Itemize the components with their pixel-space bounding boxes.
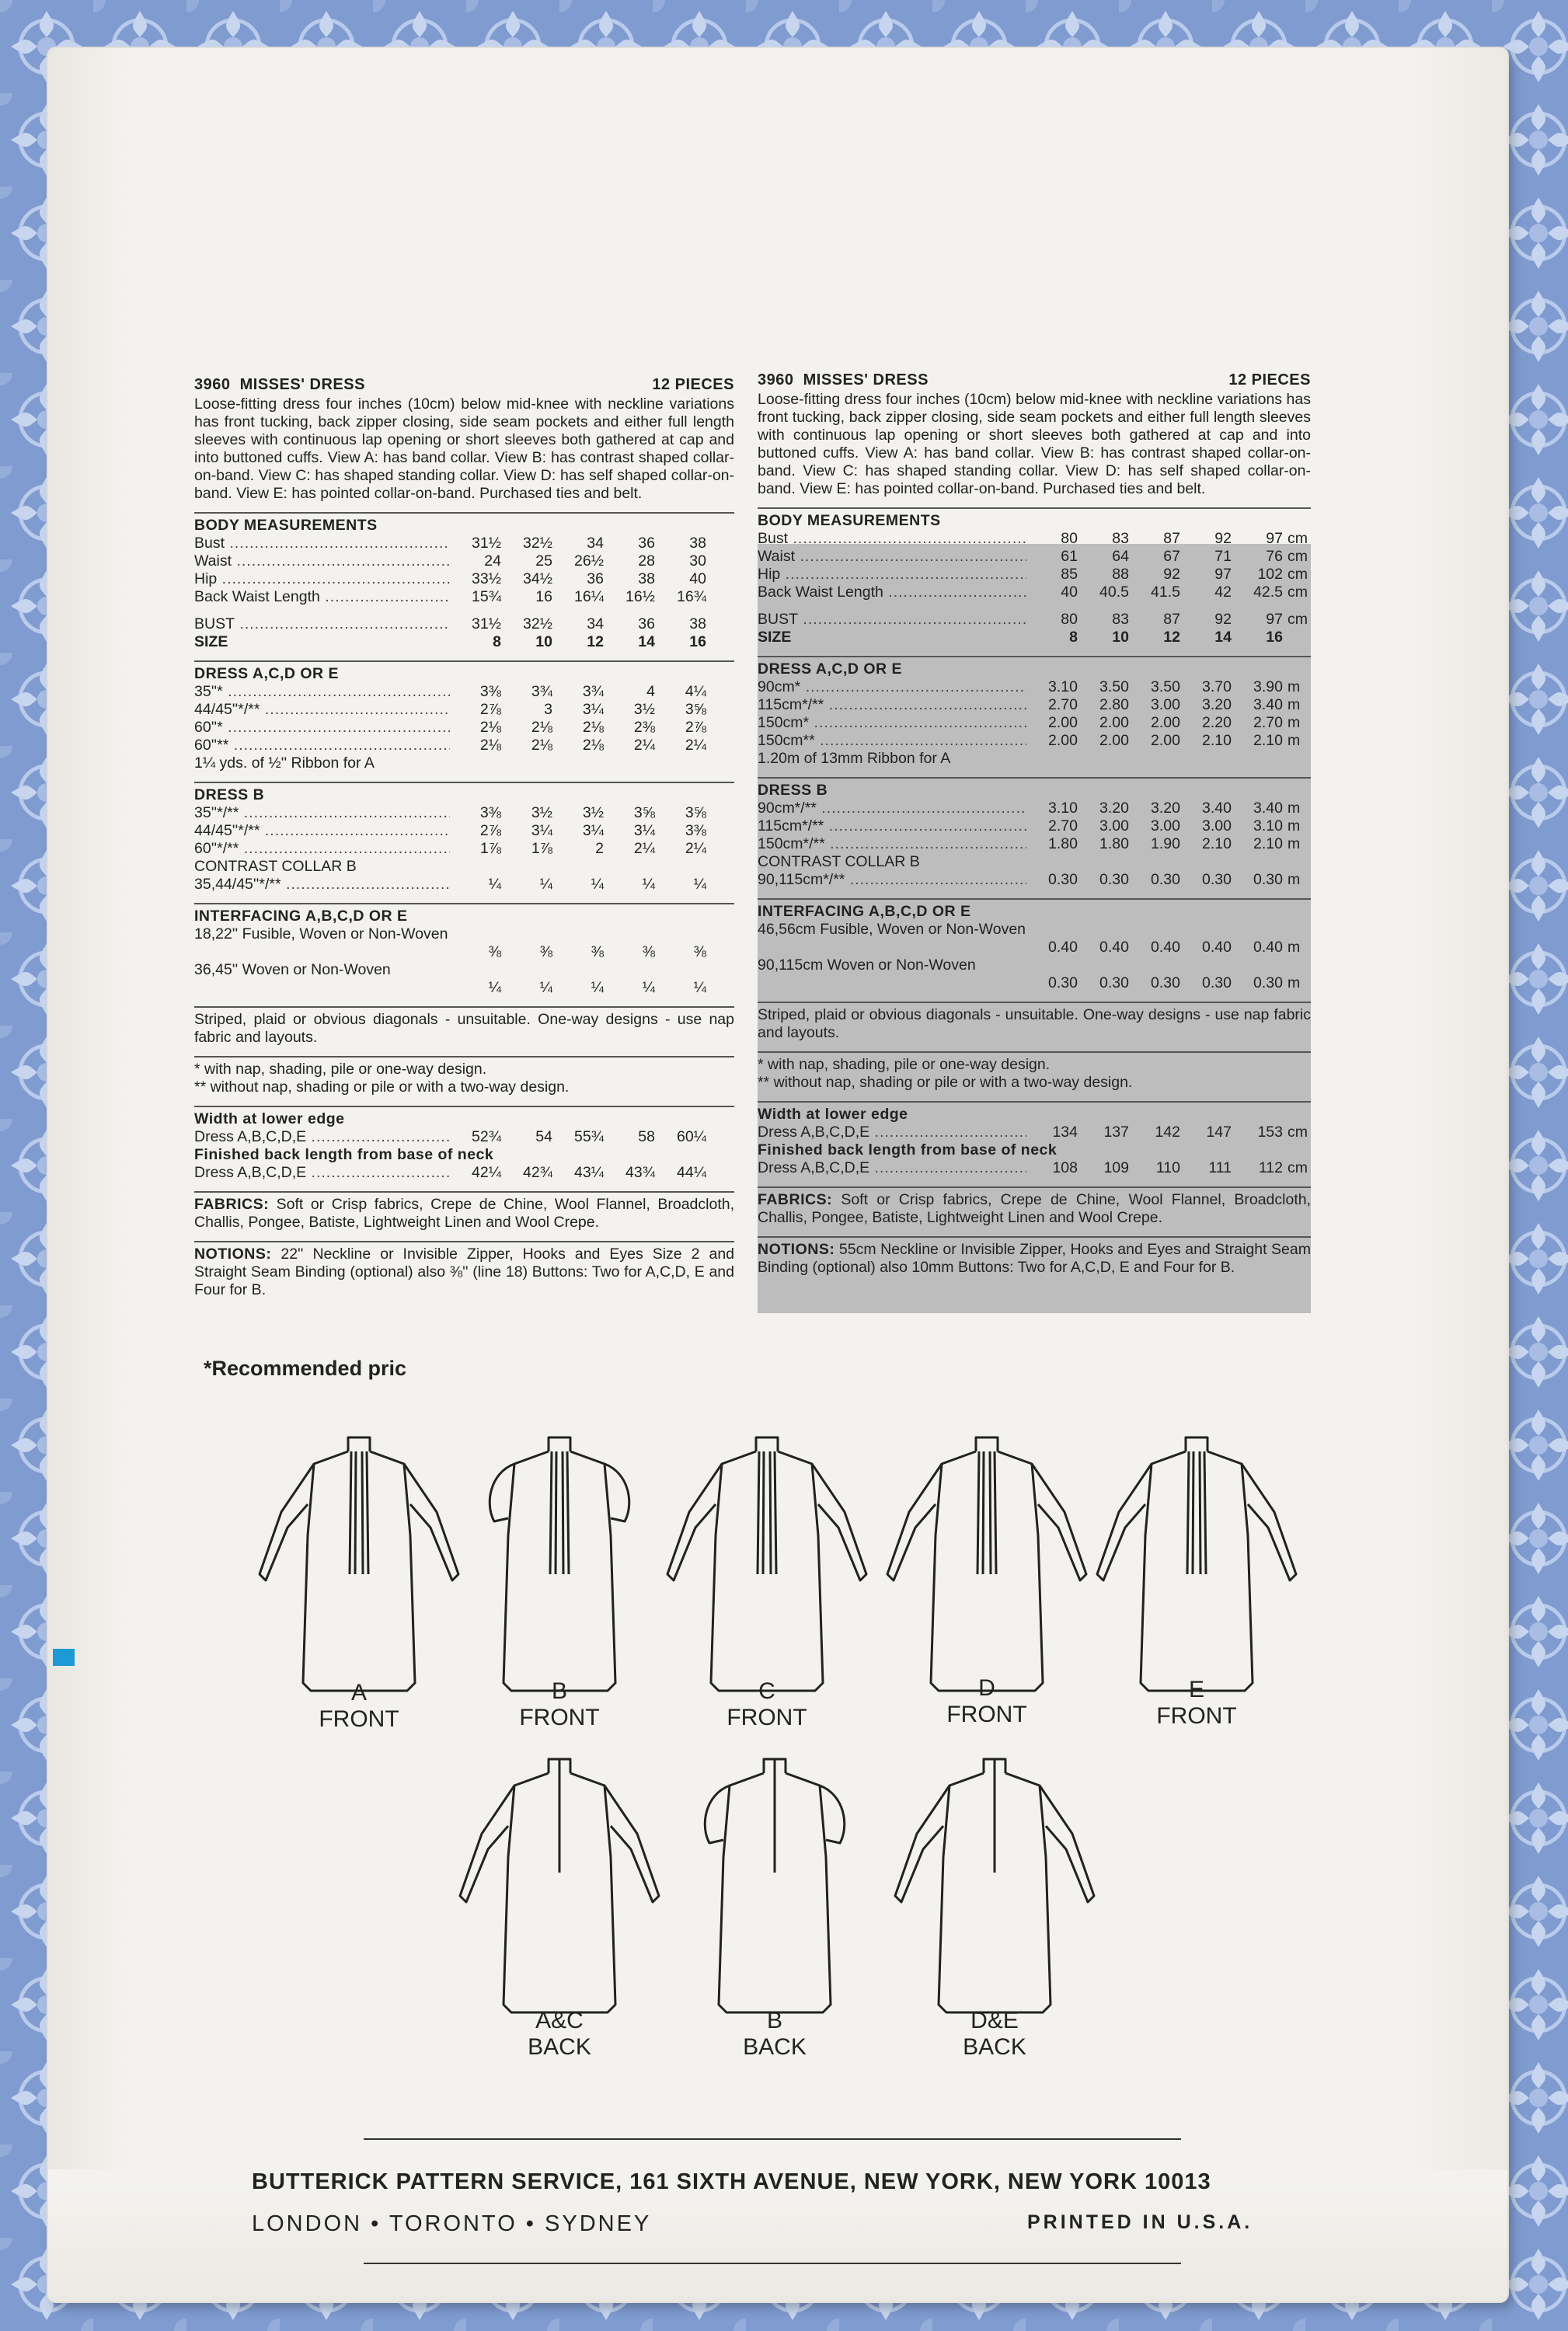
row-value: 3.10: [1048, 800, 1078, 817]
interfacing-label: 90,115cm Woven or Non-Woven: [758, 956, 976, 974]
view-a-front-drawing: [260, 1437, 458, 1691]
row-value: 1⅞: [479, 840, 501, 857]
row-value: 36: [638, 535, 655, 552]
row-value: 2⅛: [531, 719, 552, 736]
row-value: 0.40: [1099, 939, 1129, 956]
row-value: 0.30: [1202, 974, 1232, 991]
row-value: 2¼: [633, 737, 655, 754]
metric-notions: NOTIONS: 55cm Neckline or Invisible Zipper, Hooks and Eyes and Straight Seam Binding (optional) also 10mm Buttons: Two for A,C,D, E and Four for B.: [758, 1236, 1311, 1277]
row-value: 0.40: [1202, 939, 1232, 956]
metric-unsuitable-note: Striped, plaid or obvious diagonals - unsuitable. One-way designs - use nap fabric and layouts.: [758, 1002, 1311, 1042]
row-unit: m: [1288, 974, 1301, 991]
row-value: 97: [1266, 530, 1283, 547]
row-unit: m: [1288, 696, 1301, 713]
row-value: 2.70: [1048, 817, 1078, 834]
row-value: 14: [638, 633, 655, 650]
row-value: 3: [544, 701, 552, 718]
row-value: ¼: [591, 876, 604, 893]
row-value: 0.40: [1048, 939, 1078, 956]
row-value: 102: [1257, 566, 1283, 583]
row-value: 16: [535, 588, 552, 605]
view-ac-back-label: A&C BACK: [528, 2008, 591, 2060]
view-b-back-label: B BACK: [743, 2008, 807, 2060]
view-de-back-label: D&E BACK: [963, 2008, 1026, 2060]
row-value: 2⅜: [633, 719, 655, 736]
row-unit: m: [1288, 714, 1301, 731]
row-value: 30: [689, 552, 706, 570]
row-value: 15¾: [472, 588, 501, 605]
row-unit: m: [1288, 835, 1301, 852]
row-value: 0.40: [1253, 939, 1283, 956]
row-value: 2.70: [1253, 714, 1283, 731]
row-value: 3.20: [1151, 800, 1180, 817]
row-value: 0.30: [1048, 974, 1078, 991]
row-value: 108: [1052, 1159, 1078, 1176]
row-value: 3.90: [1253, 678, 1283, 695]
row-label: 60''* .....: [194, 719, 450, 737]
row-value: 3½: [531, 804, 552, 821]
row-value: 3.50: [1099, 678, 1129, 695]
row-value: 3¾: [582, 683, 604, 700]
row-label: Dress A,B,C,D,E .....: [758, 1159, 1026, 1177]
imperial-description: Loose-fitting dress four inches (10cm) below mid-knee with neckline variations has front tucking, back zipper closing, side seam pockets and either full length sleeves with continuous lap opening or short sleeves both gathered at cap and into buttoned cuffs. View A: has band collar. View B: has contrast shaped collar-on-band. View C: has shaped standing collar. View D: has self shaped collar-on-band. View E: has pointed collar-on-band. Purchased ties and belt.: [194, 395, 734, 502]
row-value: 36: [587, 570, 604, 587]
row-label: 60''** .....: [194, 737, 450, 754]
row-value: 2¼: [685, 737, 706, 754]
row-value: 87: [1163, 611, 1180, 628]
row-value: 2.00: [1151, 714, 1180, 731]
row-value: 0.30: [1048, 871, 1078, 888]
metric-header: 3960 MISSES' DRESS 12 PIECES: [758, 371, 1311, 388]
row-value: ¼: [539, 876, 552, 893]
row-value: 0.30: [1099, 871, 1129, 888]
row-label: SIZE: [194, 633, 228, 650]
metric-dress-b: DRESS B 90cm*/** ..... 3.10 3.20 3.20 3.40 3.40 m 115cm*/** ..... 2.70 3.00 3.00 3.00 3.10 m 150cm*/** ..... 1.80 1.80 1.90 2.10 2.10 m CONTRAST COLLAR B 90,115cm*/** ..... 0.30 0.30 0.30 0.30 0.30 m: [758, 777, 1311, 889]
row-value: 3.00: [1202, 817, 1232, 834]
row-value: 2: [595, 840, 604, 857]
row-value: 71: [1214, 548, 1232, 565]
view-d-front-drawing: [887, 1437, 1086, 1691]
row-unit: cm: [1288, 566, 1308, 583]
row-value: 3.50: [1151, 678, 1180, 695]
row-unit: cm: [1288, 611, 1308, 628]
metric-widths: Width at lower edge Dress A,B,C,D,E ..... 134 137 142 147 153 cm Finished back length from base of neck Dress A,B,C,D,E ..... 108 109 110 111 112 cm: [758, 1101, 1311, 1177]
row-label: 35,44/45''*/** .....: [194, 876, 450, 894]
row-value: 34: [587, 615, 604, 632]
row-value: 85: [1061, 566, 1078, 583]
row-value: 3⅝: [685, 804, 706, 821]
row-value: 109: [1103, 1159, 1129, 1176]
view-c-front-drawing: [667, 1437, 866, 1691]
row-value: 3¼: [633, 822, 655, 839]
row-value: 2.10: [1253, 732, 1283, 749]
row-value: ¼: [539, 979, 552, 996]
row-value: 3.20: [1202, 696, 1232, 713]
row-value: 1.80: [1099, 835, 1129, 852]
imperial-interfacing: INTERFACING A,B,C,D OR E 18,22'' Fusible, Woven or Non-Woven ⅜ ⅜ ⅜ ⅜ ⅜ 36,45'' Woven or Non-Woven ¼ ¼ ¼ ¼ ¼: [194, 903, 734, 997]
row-value: 2.20: [1202, 714, 1232, 731]
row-unit: cm: [1288, 1124, 1308, 1141]
row-value: 97: [1266, 611, 1283, 628]
row-value: ¼: [693, 876, 706, 893]
row-value: 80: [1061, 530, 1078, 547]
row-value: 0.30: [1253, 871, 1283, 888]
row-value: 42¾: [523, 1164, 552, 1181]
row-value: 16¼: [574, 588, 604, 605]
publisher-address: BUTTERICK PATTERN SERVICE, 161 SIXTH AVENUE, NEW YORK, NEW YORK 10013: [252, 2169, 1211, 2194]
row-value: 3⅜: [479, 683, 501, 700]
row-value: 1.90: [1151, 835, 1180, 852]
row-value: 3⅜: [685, 822, 706, 839]
row-label: BUST .....: [194, 615, 450, 633]
row-value: 92: [1163, 566, 1180, 583]
row-label: 115cm*/** .....: [758, 817, 1026, 835]
row-value: 3.40: [1253, 696, 1283, 713]
row-value: 3.40: [1202, 800, 1232, 817]
view-de-back-drawing: [895, 1759, 1094, 2012]
row-value: 43¾: [625, 1164, 655, 1181]
row-value: 12: [1163, 629, 1180, 646]
row-value: 16¾: [677, 588, 706, 605]
footer-rule-top: [364, 2138, 1181, 2140]
row-value: 0.30: [1151, 871, 1180, 888]
row-label: Waist .....: [194, 552, 450, 570]
row-value: 4: [646, 683, 655, 700]
view-b-front-drawing: [490, 1437, 629, 1691]
row-value: ¼: [642, 876, 655, 893]
imperial-widths: Width at lower edge Dress A,B,C,D,E ..... 52¾ 54 55¾ 58 60¼ Finished back length from base of neck Dress A,B,C,D,E ..... 42¼ 42¾ 43¼ 43¾ 44¼: [194, 1106, 734, 1182]
row-value: 2.00: [1048, 714, 1078, 731]
row-value: 97: [1214, 566, 1232, 583]
row-value: ⅜: [693, 943, 706, 960]
row-unit: m: [1288, 678, 1301, 695]
row-value: 2¼: [685, 840, 706, 857]
row-value: 3½: [582, 804, 604, 821]
row-label: 150cm** .....: [758, 732, 1026, 750]
interfacing-label: 46,56cm Fusible, Woven or Non-Woven: [758, 921, 1026, 938]
row-value: 0.30: [1099, 974, 1129, 991]
row-value: 3½: [633, 701, 655, 718]
row-value: 12: [587, 633, 604, 650]
row-value: 1⅞: [531, 840, 552, 857]
view-d-front-label: D FRONT: [946, 1675, 1027, 1727]
imperial-fabrics: FABRICS: Soft or Crisp fabrics, Crepe de Chine, Wool Flannel, Broadcloth, Challis, Pongee, Batiste, Lightweight Linen and Wool Crepe.: [194, 1191, 734, 1232]
row-value: 2¼: [633, 840, 655, 857]
row-value: 3.00: [1099, 817, 1129, 834]
row-value: 24: [484, 552, 501, 570]
row-value: 34: [587, 535, 604, 552]
row-value: 64: [1112, 548, 1129, 565]
view-ac-back-drawing: [460, 1759, 659, 2012]
row-value: 3.10: [1253, 817, 1283, 834]
row-value: 38: [689, 615, 706, 632]
row-value: 137: [1103, 1124, 1129, 1141]
row-value: 34½: [523, 570, 552, 587]
row-value: 2⅞: [479, 822, 501, 839]
imperial-nap-notes: * with nap, shading, pile or one-way design. ** without nap, shading or pile or with a two-way design.: [194, 1056, 734, 1096]
row-value: 31½: [472, 535, 501, 552]
row-unit: cm: [1288, 584, 1308, 601]
row-value: 25: [535, 552, 552, 570]
row-value: 2⅛: [582, 719, 604, 736]
imperial-unsuitable-note: Striped, plaid or obvious diagonals - unsuitable. One-way designs - use nap fabric and layouts.: [194, 1006, 734, 1047]
row-value: 2.00: [1151, 732, 1180, 749]
row-unit: cm: [1288, 548, 1308, 565]
row-value: 36: [638, 615, 655, 632]
row-value: 10: [535, 633, 552, 650]
row-value: 3.10: [1048, 678, 1078, 695]
row-label: Back Waist Length .....: [194, 588, 450, 606]
row-label: Waist .....: [758, 548, 1026, 566]
row-value: 2.10: [1253, 835, 1283, 852]
row-value: 32½: [523, 535, 552, 552]
view-b-back-drawing: [705, 1759, 844, 2012]
row-label: 35''* .....: [194, 683, 450, 701]
footer-rule-bottom: [364, 2263, 1181, 2264]
row-label: Back Waist Length .....: [758, 584, 1026, 601]
row-value: 83: [1112, 611, 1129, 628]
row-value: ¼: [488, 979, 501, 996]
view-e-front-drawing: [1097, 1437, 1296, 1691]
row-value: 111: [1208, 1159, 1232, 1176]
publisher-cities: LONDON • TORONTO • SYDNEY: [252, 2211, 652, 2236]
row-label: 60''*/** .....: [194, 840, 450, 858]
row-value: 3¼: [582, 701, 604, 718]
row-value: 0.30: [1151, 974, 1180, 991]
row-value: 42¼: [472, 1164, 501, 1181]
row-value: 33½: [472, 570, 501, 587]
row-value: 110: [1155, 1159, 1180, 1176]
row-value: 0.40: [1151, 939, 1180, 956]
row-value: 52¾: [472, 1128, 501, 1145]
row-label: 90cm*/** .....: [758, 800, 1026, 817]
row-value: 16½: [625, 588, 655, 605]
row-value: 0.30: [1202, 871, 1232, 888]
row-value: 10: [1112, 629, 1129, 646]
row-value: 3.70: [1202, 678, 1232, 695]
row-unit: m: [1288, 800, 1301, 817]
imperial-dress-acde: DRESS A,C,D OR E 35''* ..... 3⅜ 3¾ 3¾ 4 4¼ 44/45''*/** ..... 2⅞ 3 3¼ 3½ 3⅝ 60''* ..... 2⅛ 2⅛ 2⅛ 2⅜ 2⅞ 60''** ..... 2⅛ 2⅛ 2⅛ 2¼ 2¼ 1¼ yds. of ½'' Ribbon for A: [194, 660, 734, 772]
row-value: 14: [1214, 629, 1232, 646]
row-value: 54: [535, 1128, 552, 1145]
row-value: 3¼: [531, 822, 552, 839]
row-value: ⅜: [539, 943, 552, 960]
metric-nap-notes: * with nap, shading, pile or one-way design. ** without nap, shading or pile or with a two-way design.: [758, 1051, 1311, 1092]
row-label: Hip .....: [194, 570, 450, 588]
row-value: 42: [1214, 584, 1232, 601]
row-value: 3¼: [582, 822, 604, 839]
row-value: ¼: [642, 979, 655, 996]
row-value: ⅜: [591, 943, 604, 960]
row-value: 3⅜: [479, 804, 501, 821]
metric-fabrics: FABRICS: Soft or Crisp fabrics, Crepe de Chine, Wool Flannel, Broadcloth, Challis, Pongee, Batiste, Lightweight Linen and Wool Crepe.: [758, 1186, 1311, 1227]
metric-dress-acde: DRESS A,C,D OR E 90cm* ..... 3.10 3.50 3.50 3.70 3.90 m 115cm*/** ..... 2.70 2.80 3.00 3.20 3.40 m 150cm* ..... 2.00 2.00 2.00 2.20 2.70 m 150cm** ..... 2.00 2.00 2.00 2.10 2.10 m 1.20m of 13mm Ribbon for A: [758, 656, 1311, 768]
row-label: 44/45''*/** .....: [194, 701, 450, 719]
interfacing-label: 18,22'' Fusible, Woven or Non-Woven: [194, 925, 448, 943]
row-value: 3⅝: [633, 804, 655, 821]
view-e-front-label: E FRONT: [1156, 1677, 1237, 1729]
row-value: 2⅞: [479, 701, 501, 718]
row-value: 38: [638, 570, 655, 587]
row-value: 61: [1061, 548, 1078, 565]
row-value: 88: [1112, 566, 1129, 583]
row-value: 40: [1061, 584, 1078, 601]
row-value: 147: [1206, 1124, 1232, 1141]
row-label: Dress A,B,C,D,E .....: [194, 1164, 450, 1182]
view-a-front-label: A FRONT: [319, 1680, 399, 1732]
row-value: 80: [1061, 611, 1078, 628]
imperial-header: 3960 MISSES' DRESS 12 PIECES: [194, 376, 734, 393]
row-label: Bust .....: [194, 535, 450, 552]
metric-body-measurements: BODY MEASUREMENTS Bust ..... 80 83 87 92 97 cm Waist ..... 61 64 67 71 76 cm Hip ..... 85 88 92 97 102 cm Back Waist Length ..... 40 40.5 41.5 42 42.5 cm BUST ..... 80 83 87 92 97 cm SIZE 8 10 12 14 16: [758, 507, 1311, 646]
row-unit: m: [1288, 817, 1301, 834]
row-value: 83: [1112, 530, 1129, 547]
row-value: 2.10: [1202, 732, 1232, 749]
row-value: 2.00: [1048, 732, 1078, 749]
row-value: 16: [1266, 629, 1283, 646]
view-b-front-label: B FRONT: [519, 1678, 600, 1730]
row-value: 41.5: [1151, 584, 1180, 601]
row-value: ⅜: [488, 943, 501, 960]
metric-interfacing: INTERFACING A,B,C,D OR E 46,56cm Fusible, Woven or Non-Woven 0.40 0.40 0.40 0.40 0.40 m 90,115cm Woven or Non-Woven 0.30 0.30 0.30 0.30 0.30 m: [758, 898, 1311, 992]
row-unit: m: [1288, 939, 1301, 956]
row-value: 87: [1163, 530, 1180, 547]
row-value: 2⅛: [479, 719, 501, 736]
printed-in-usa: PRINTED IN U.S.A.: [1027, 2211, 1253, 2233]
row-label: SIZE: [758, 629, 792, 646]
row-value: 2.70: [1048, 696, 1078, 713]
row-value: 67: [1163, 548, 1180, 565]
row-value: 2⅛: [531, 737, 552, 754]
row-value: 153: [1257, 1124, 1283, 1141]
row-value: 2.80: [1099, 696, 1129, 713]
imperial-notions: NOTIONS: 22'' Neckline or Invisible Zipper, Hooks and Eyes Size 2 and Straight Seam Binding (optional) also ⅜'' (line 18) Buttons: Two for A,C,D, E and Four for B.: [194, 1241, 734, 1299]
row-value: 40.5: [1099, 584, 1129, 601]
row-value: 3⅝: [685, 701, 706, 718]
row-value: 42.5: [1253, 584, 1283, 601]
row-value: 3.00: [1151, 696, 1180, 713]
row-value: 8: [493, 633, 501, 650]
row-value: 60¼: [677, 1128, 706, 1145]
row-value: 44¼: [677, 1164, 706, 1181]
row-value: ⅜: [642, 943, 655, 960]
row-value: 142: [1155, 1124, 1180, 1141]
row-value: 32½: [523, 615, 552, 632]
row-label: Dress A,B,C,D,E .....: [194, 1128, 450, 1146]
row-value: 2⅛: [582, 737, 604, 754]
row-value: 28: [638, 552, 655, 570]
row-value: 40: [689, 570, 706, 587]
row-label: Dress A,B,C,D,E .....: [758, 1124, 1026, 1141]
row-value: 55¾: [574, 1128, 604, 1145]
row-value: 2.10: [1202, 835, 1232, 852]
row-label: 150cm* .....: [758, 714, 1026, 732]
row-unit: cm: [1288, 1159, 1308, 1176]
row-value: 2.00: [1099, 714, 1129, 731]
metric-description: Loose-fitting dress four inches (10cm) below mid-knee with neckline variations has front tucking, back zipper closing, side seam pockets and either full length sleeves with continuous lap opening or short sleeves both gathered at cap and into buttoned cuffs. View A: has band collar. View B: has contrast shaped collar-on-band. View C: has shaped standing collar. View D: has self shaped collar-on-band. View E: has pointed collar-on-band. Purchased ties and belt.: [758, 391, 1311, 497]
row-value: 43¼: [574, 1164, 604, 1181]
row-value: 92: [1214, 611, 1232, 628]
row-value: ¼: [591, 979, 604, 996]
row-label: BUST .....: [758, 611, 1026, 629]
row-value: 76: [1266, 548, 1283, 565]
row-label: 150cm*/** .....: [758, 835, 1026, 853]
row-label: 115cm*/** .....: [758, 696, 1026, 714]
row-value: 3.40: [1253, 800, 1283, 817]
row-value: 92: [1214, 530, 1232, 547]
row-label: 44/45''*/** .....: [194, 822, 450, 840]
row-value: 3.20: [1099, 800, 1129, 817]
row-unit: cm: [1288, 530, 1308, 547]
imperial-body-measurements: BODY MEASUREMENTS Bust ..... 31½ 32½ 34 36 38 Waist ..... 24 25 26½ 28 30 Hip ..... 33½ 34½ 36 38 40 Back Waist Length ..... 15¾ 16 16¼ 16½ 16¾ BUST ..... 31½ 32½ 34 36 38 SIZE 8 10 12 14 16: [194, 512, 734, 651]
row-value: 134: [1052, 1124, 1078, 1141]
row-value: ¼: [488, 876, 501, 893]
row-label: 35''*/** .....: [194, 804, 450, 822]
row-unit: m: [1288, 871, 1301, 888]
interfacing-label: 36,45'' Woven or Non-Woven: [194, 961, 391, 978]
recommended-price-label: *Recommended pric: [204, 1357, 407, 1380]
view-c-front-label: C FRONT: [727, 1678, 807, 1730]
row-value: 3¾: [531, 683, 552, 700]
row-label: 90cm* .....: [758, 678, 1026, 696]
row-value: 3.00: [1151, 817, 1180, 834]
row-value: 2.00: [1099, 732, 1129, 749]
row-value: 31½: [472, 615, 501, 632]
row-unit: m: [1288, 732, 1301, 749]
row-value: 4¼: [685, 683, 706, 700]
row-value: 112: [1258, 1159, 1283, 1176]
row-value: 16: [689, 633, 706, 650]
row-value: 2⅛: [479, 737, 501, 754]
row-value: 8: [1069, 629, 1078, 646]
row-value: 2⅞: [685, 719, 706, 736]
row-value: 0.30: [1253, 974, 1283, 991]
row-label: 90,115cm*/** .....: [758, 871, 1026, 889]
row-value: 26½: [574, 552, 604, 570]
row-value: 1.80: [1048, 835, 1078, 852]
row-value: 58: [638, 1128, 655, 1145]
row-value: ¼: [693, 979, 706, 996]
row-label: Hip .....: [758, 566, 1026, 584]
row-label: Bust .....: [758, 530, 1026, 548]
imperial-dress-b: DRESS B 35''*/** ..... 3⅜ 3½ 3½ 3⅝ 3⅝ 44/45''*/** ..... 2⅞ 3¼ 3¼ 3¼ 3⅜ 60''*/** ..... 1⅞ 1⅞ 2 2¼ 2¼ CONTRAST COLLAR B 35,44/45''*/** ..... ¼ ¼ ¼ ¼ ¼: [194, 782, 734, 894]
row-value: 38: [689, 535, 706, 552]
